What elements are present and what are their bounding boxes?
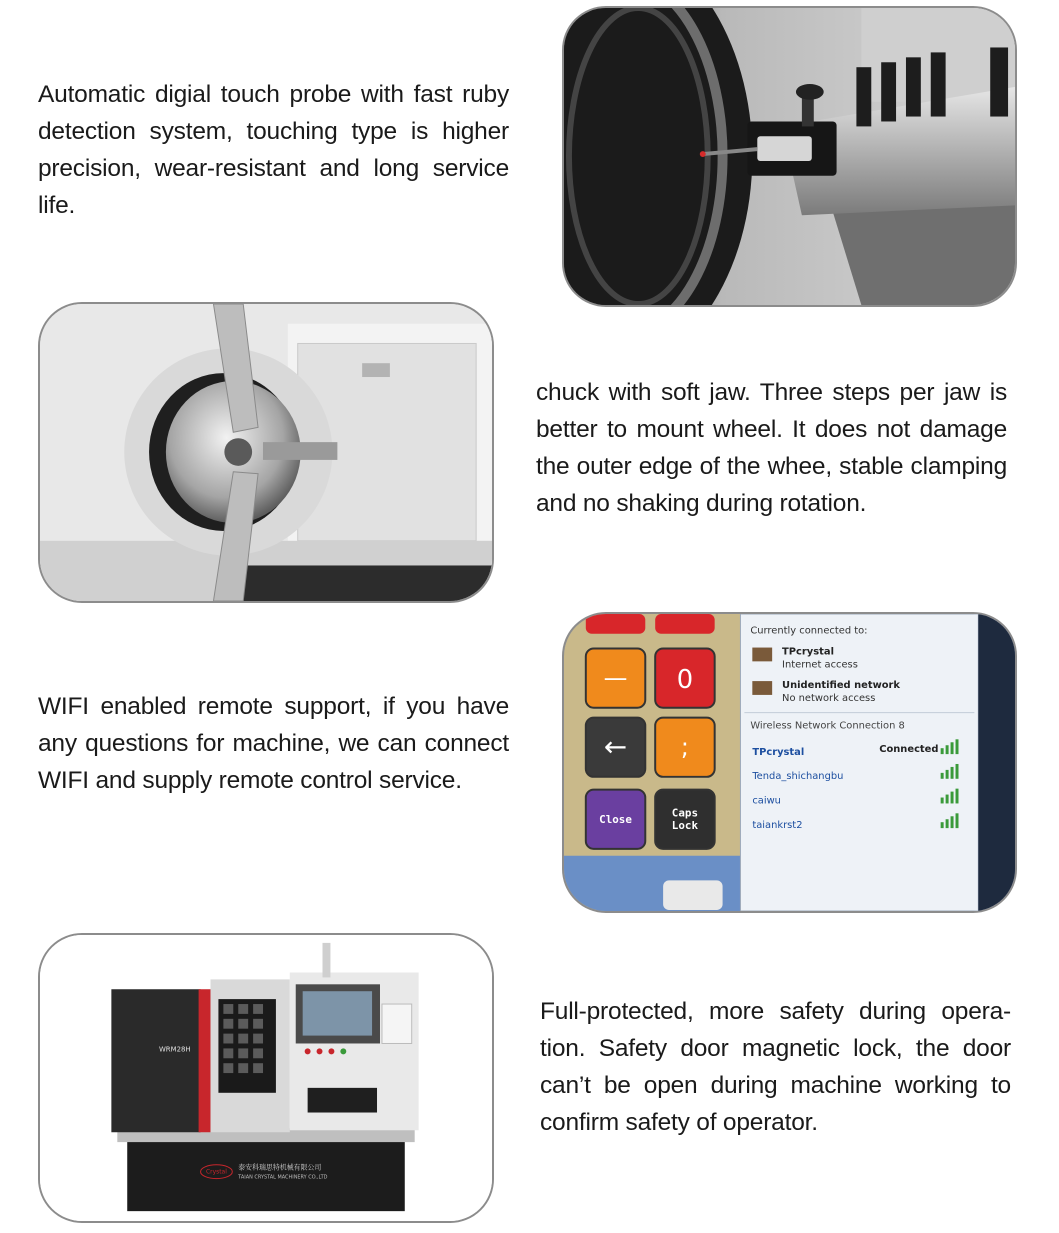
machine-photo (38, 933, 494, 1223)
machine-model-label: WRM28H (158, 1045, 191, 1054)
wifi-screen-photo (562, 612, 1017, 913)
feature-4-text: Full-protected, more safety during opera-tion. Safety door magnetic lock, the door can’t be open during machine working to confirm safety of operator. (540, 998, 1011, 1136)
svg-text:Crystal: Crystal (206, 1168, 227, 1176)
feature-3-text: WIFI enabled remote support, if you have any questions for machine, we can connect WIFI and supply remote control service. (38, 693, 509, 794)
network-2-status: No network access (782, 692, 876, 704)
feature-2-text: chuck with soft jaw. Three steps per jaw is better to mount wheel. It does not damage the outer edge of the whee, stable clamping and no shaking during rotation. (536, 379, 1007, 517)
key-back-label: ← (603, 730, 628, 764)
network-bench-icon (752, 648, 772, 662)
chuck-soft-jaw-photo (38, 302, 494, 603)
network-1-name: TPcrystal (782, 646, 834, 658)
network-2-name: Unidentified network (782, 680, 900, 691)
key-minus-label: — (603, 664, 628, 693)
key-semicolon-label: ; (680, 733, 689, 762)
currently-connected-label: Currently connected to: (750, 625, 868, 637)
key-zero-label: 0 (676, 665, 694, 695)
wifi-item-4-name[interactable]: taiankrst2 (752, 820, 803, 832)
network-1-status: Internet access (782, 659, 858, 671)
network-bench-icon (752, 681, 772, 695)
wifi-item-1-state: Connected (879, 744, 939, 756)
key-lock-label: Lock (671, 819, 699, 833)
key-caps-label: Caps (671, 806, 699, 820)
company-name-cn: 泰安科瑞思特机械有限公司 (238, 1163, 322, 1172)
feature-1-text: Automatic digial touch probe with fast ruby detection system, touching type is higher precision, wear-resistant and long service life. (38, 81, 509, 219)
key-close-label: Close (599, 813, 632, 827)
wifi-item-3-name[interactable]: caiwu (752, 795, 781, 807)
company-name-en: TAIAN CRYSTAL MACHINERY CO.,LTD (238, 1174, 328, 1181)
wifi-item-2-name[interactable]: Tenda_shichangbu (752, 770, 844, 782)
wireless-heading: Wireless Network Connection 8 (750, 720, 905, 732)
touch-probe-photo (562, 6, 1017, 307)
wifi-item-1-name[interactable]: TPcrystal (752, 747, 805, 759)
